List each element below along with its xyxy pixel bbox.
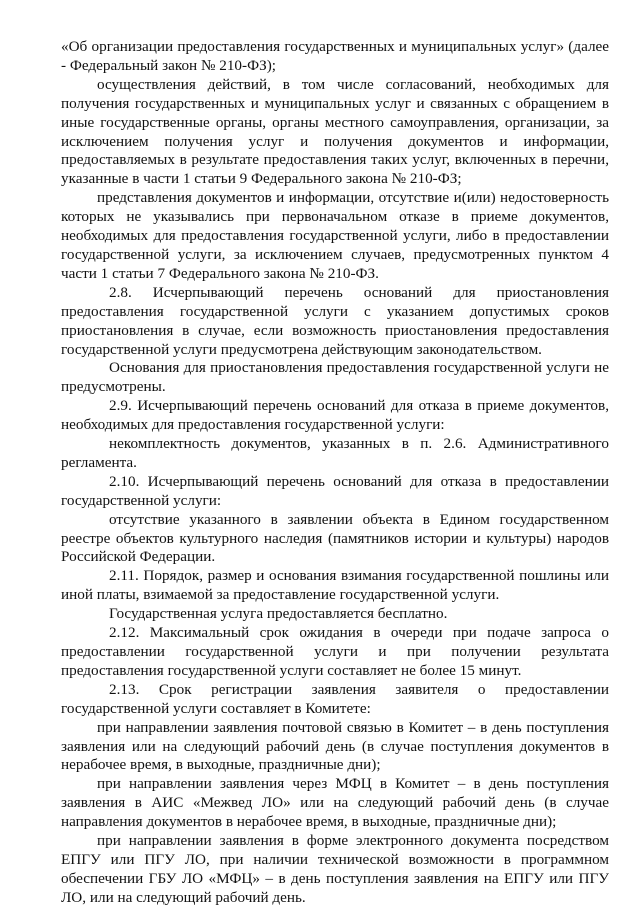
paragraph-section-2-12: 2.12. Максимальный срок ожидания в очереди при подаче запроса о предоставлении государственной услуги и при получении результата предоставления государственной услуги составляет не более 15 минут.: [61, 624, 609, 679]
paragraph-postal-submission: при направлении заявления почтовой связью в Комитет – в день поступления заявления или на следующий рабочий день (в случае поступления документов в нерабочее время, в выходные, праздничные дни);: [61, 718, 609, 774]
paragraph-mfc-submission: при направлении заявления через МФЦ в Комитет – в день поступления заявления в АИС «Межвед ЛО» или на следующий рабочий день (в случае направления документов в нерабочее время, в выходные, праздничные дни);: [61, 775, 609, 831]
paragraph-section-2-13: 2.13. Срок регистрации заявления заявителя о предоставлении государственной услуги составляет в Комитете:: [61, 680, 609, 717]
document-page: [61, 38, 609, 908]
paragraph-documents-info: представления документов и информации, отсутствие и(или) недостоверность которых не указывались при первоначальном отказе в приеме документов, необходимых для предоставления государственной услуги, либо в предоставлении государственной услуги, за исключением случаев, предусмотренных пунктом 4 части 1 статьи 7 Федерального закона № 210-ФЗ.: [61, 189, 609, 282]
paragraph-section-2-8: 2.8. Исчерпывающий перечень оснований для приостановления предоставления государственной услуги с указанием допустимых сроков приостановления в случае, если возможность приостановления предоставления государственной услуги предусмотрена действующим законодательством.: [61, 283, 609, 358]
paragraph-actions-approvals: осуществления действий, в том числе согласований, необходимых для получения государственных и муниципальных услуг и связанных с обращением в иные государственные органы, органы местного самоуправления, организации, за исключением получения услуг и получения документов и информации, предоставляемых в результате предоставления таких услуг, включенных в перечни, указанные в части 1 статьи 9 Федерального закона № 210-ФЗ;: [61, 75, 609, 188]
paragraph-section-2-11: 2.11. Порядок, размер и основания взимания государственной пошлины или иной платы, взимаемой за предоставление государственной услуги.: [61, 567, 609, 604]
paragraph-law-reference: «Об организации предоставления государственных и муниципальных услуг» (далее - Федеральный закон № 210-ФЗ);: [61, 38, 609, 74]
paragraph-electronic-submission: при направлении заявления в форме электронного документа посредством ЕПГУ или ПГУ ЛО, при наличии технической возможности в программном обеспечении ГБУ ЛО «МФЦ» – в день поступления заявления на ЕПГУ или ПГУ ЛО, или на следующий рабочий день.: [61, 832, 609, 906]
paragraph-free-service: Государственная услуга предоставляется бесплатно.: [109, 605, 448, 623]
paragraph-object-absence: отсутствие указанного в заявлении объекта в Едином государственном реестре объектов культурного наследия (памятников истории и культуры) народов Российской Федерации.: [61, 510, 609, 566]
paragraph-section-2-10: 2.10. Исчерпывающий перечень оснований для отказа в предоставлении государственной услуги:: [61, 472, 609, 509]
paragraph-suspension-grounds: Основания для приостановления предоставления государственной услуги не предусмотрены.: [61, 359, 609, 396]
paragraph-incomplete-documents: некомплектность документов, указанных в п. 2.6. Административного регламента.: [61, 435, 609, 471]
paragraph-section-2-9: 2.9. Исчерпывающий перечень оснований для отказа в приеме документов, необходимых для предоставления государственной услуги:: [61, 397, 609, 434]
